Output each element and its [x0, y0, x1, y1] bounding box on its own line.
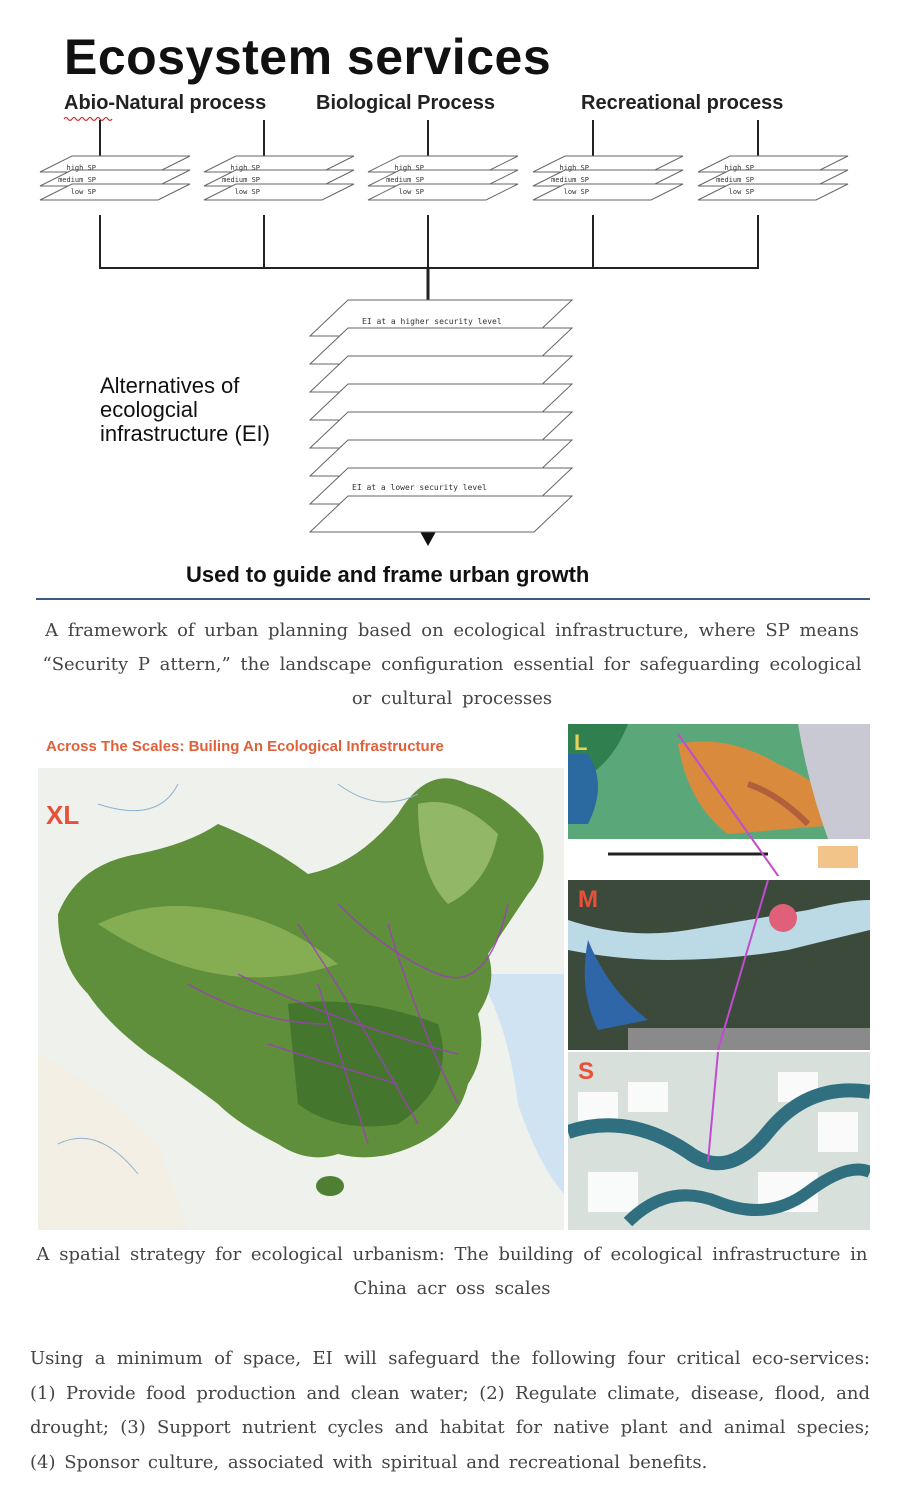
diagram-graphics — [30, 0, 870, 600]
china-map-graphic — [38, 724, 564, 1230]
outcome-label: Used to guide and frame urban growth — [186, 562, 590, 587]
sp-level-label: medium SP — [716, 176, 754, 184]
process-label-recreational: Recreational process — [581, 92, 784, 114]
map-s-site — [568, 1052, 870, 1230]
figure2-caption: A spatial strategy for ecological urbanism: The building of ecological infrastructure in China acr oss scales — [36, 1244, 868, 1299]
sp-level-label: low SP — [563, 188, 589, 196]
scale-label-m: M — [578, 886, 598, 913]
process-label-biological: Biological Process — [316, 92, 495, 114]
alternatives-label: Alternatives of ecologcial infrastructure (EI) — [100, 373, 270, 446]
sp-level-label: low SP — [728, 188, 754, 196]
sp-level-label: high SP — [230, 164, 260, 172]
map-l-regional — [568, 724, 870, 876]
figure1-caption: A framework of urban planning based on ecological infrastructure, where SP means “Security P attern,” the landscape configuration essential for safeguarding ecological or cultural processes — [42, 620, 862, 709]
ei-top-label: EI at a higher security level — [362, 317, 502, 326]
sp-level-label: medium SP — [551, 176, 589, 184]
framework-diagram — [30, 0, 870, 600]
ei-layer — [310, 496, 572, 532]
body-paragraph: Using a minimum of space, EI will safeguard the following four critical eco-services: (1) Provide food production and clean water; (2) Regulate climate, disease, flood, and drought; (3) Support nutrient cycles and habitat for native plant and animal species; (4) Sponsor culture, associated with spiritual and recreational benefits. — [30, 1348, 870, 1473]
sp-level-label: medium SP — [58, 176, 96, 184]
sp-level-label: low SP — [398, 188, 424, 196]
figure-divider — [36, 598, 870, 600]
scale-label-xl: XL — [46, 800, 80, 830]
sp-level-label: low SP — [70, 188, 96, 196]
sp-level-label: high SP — [394, 164, 424, 172]
map-m-city — [568, 880, 870, 1050]
process-label-abio: Abio-Natural process — [64, 92, 267, 114]
sp-level-label: low SP — [234, 188, 260, 196]
sp-level-label: high SP — [66, 164, 96, 172]
map-xl-china — [38, 724, 564, 1230]
ei-bottom-label: EI at a lower security level — [352, 483, 487, 492]
scale-label-s: S — [578, 1058, 595, 1085]
sp-level-label: medium SP — [222, 176, 260, 184]
sp-level-label: medium SP — [386, 176, 424, 184]
diagram-title: Ecosystem services — [64, 29, 552, 85]
map-heading: Across The Scales: Builing An Ecological Infrastructure — [46, 738, 444, 755]
sp-level-label: high SP — [724, 164, 754, 172]
sp-level-label: high SP — [559, 164, 589, 172]
scale-label-l: L — [574, 730, 588, 755]
